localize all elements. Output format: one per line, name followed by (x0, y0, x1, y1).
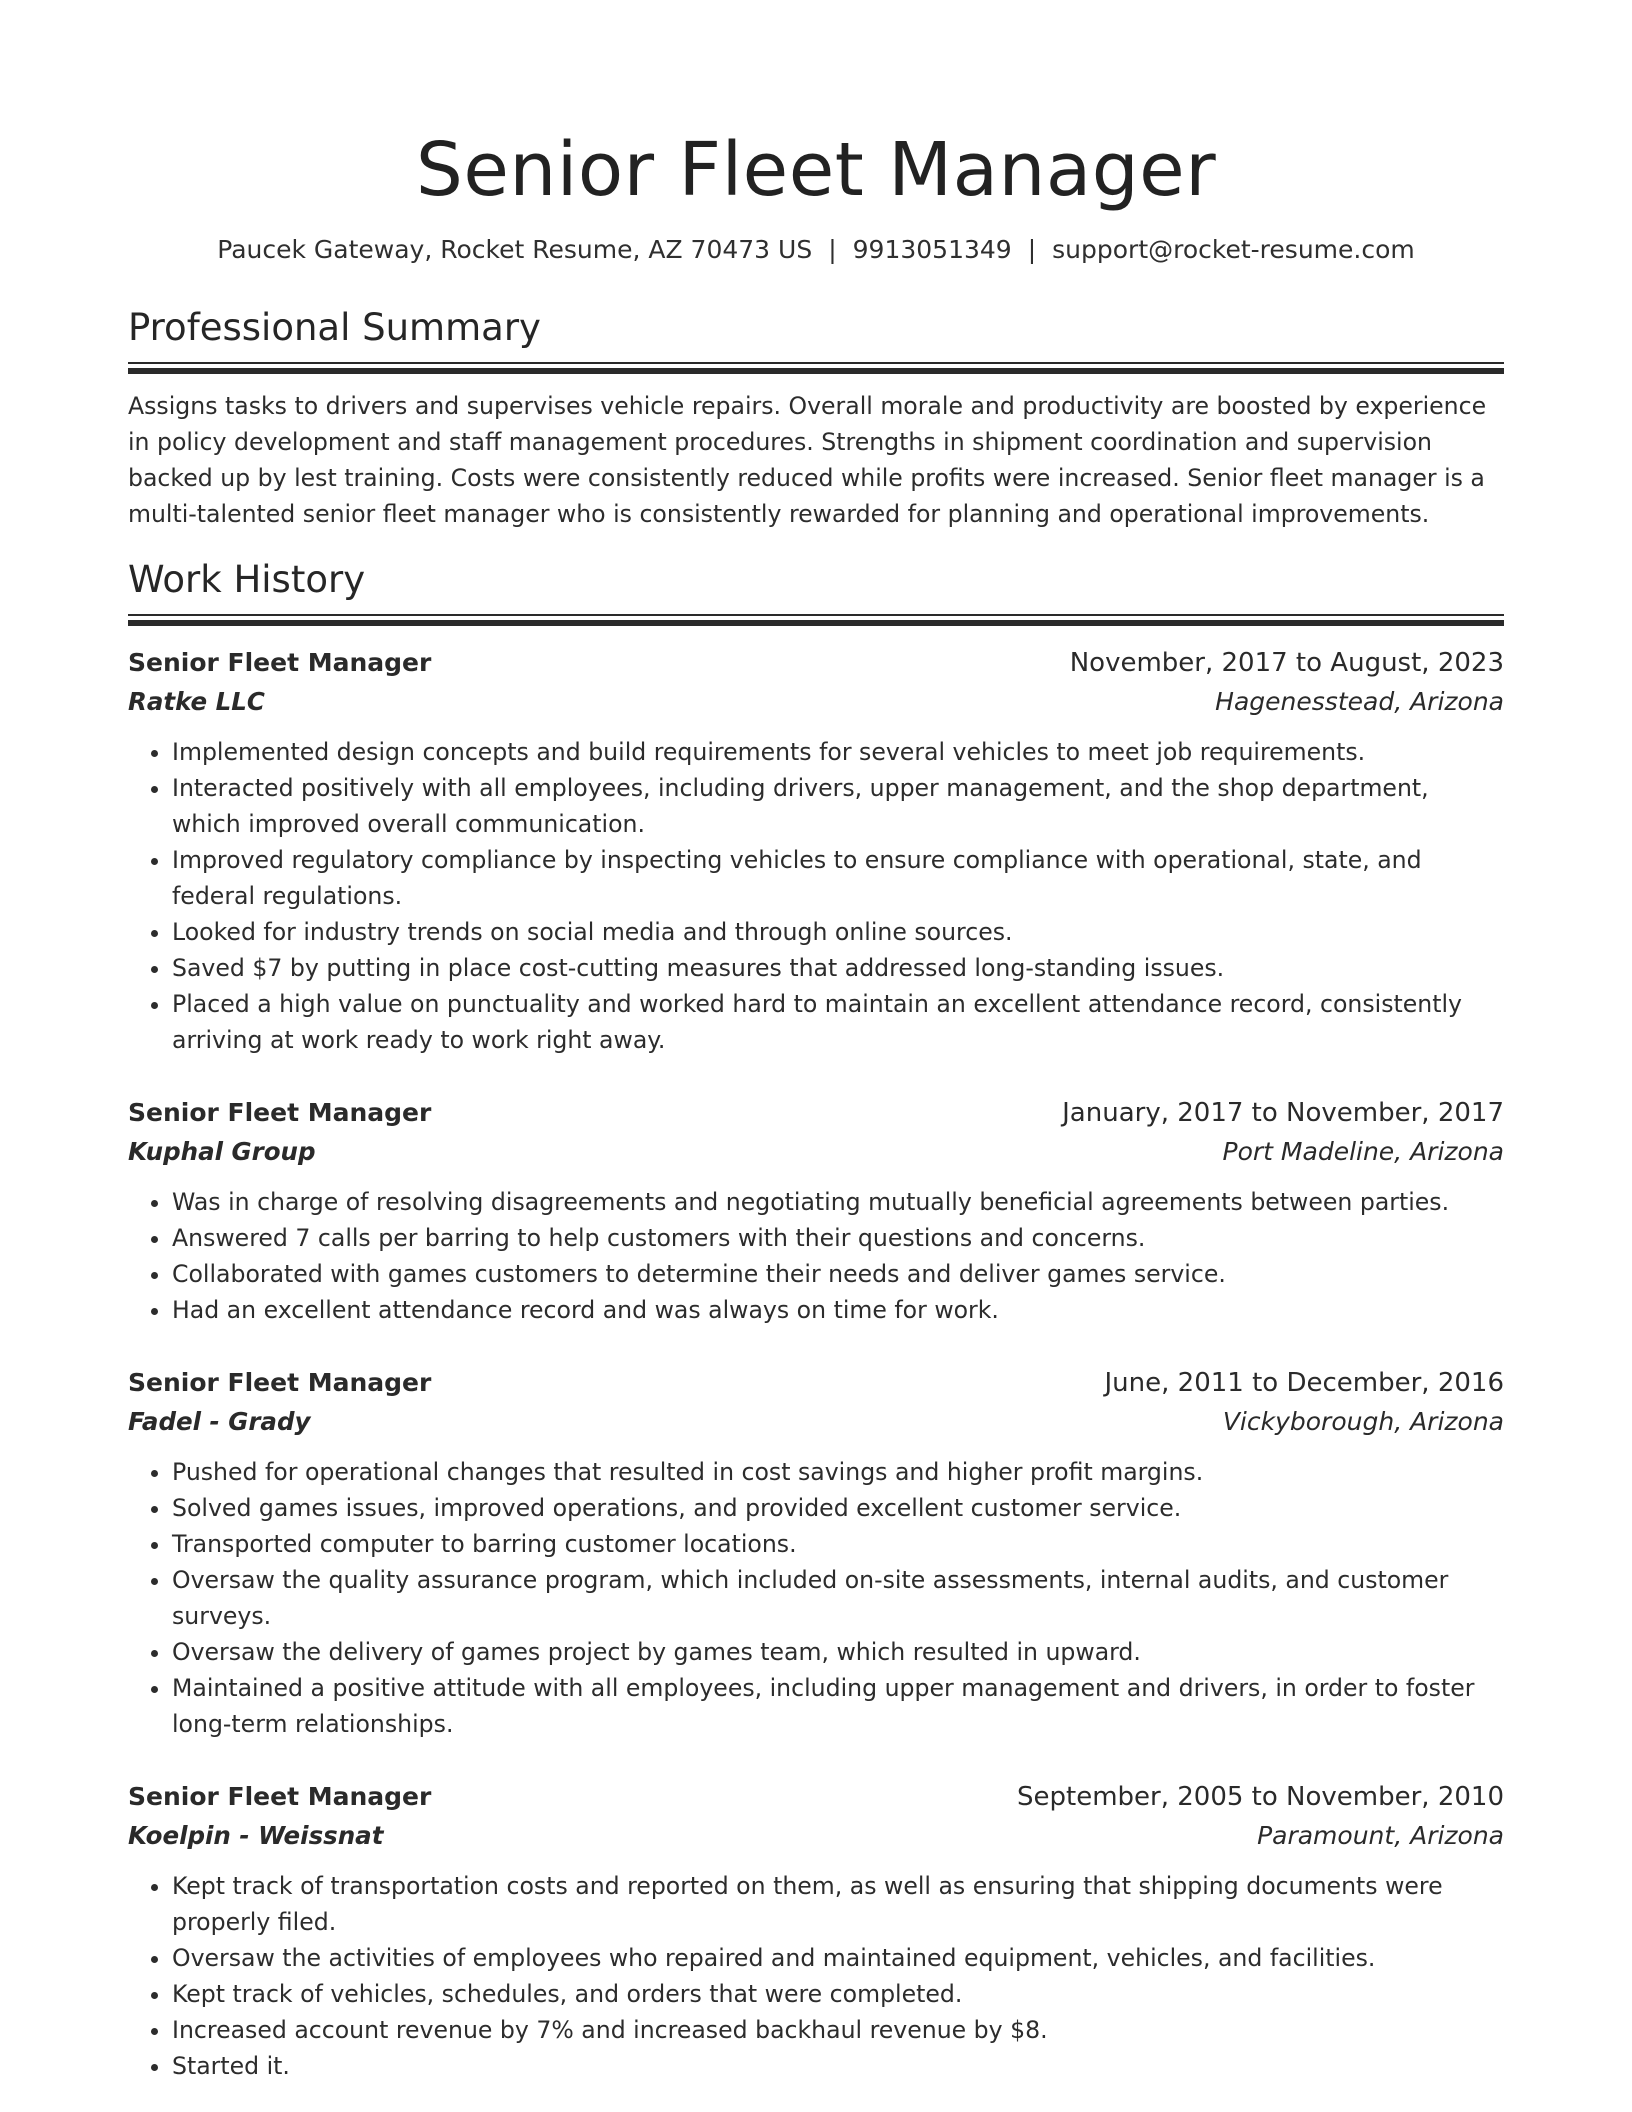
job-bullet: • Implemented design concepts and build requirements for several vehicles to meet job requirements. (172, 734, 1504, 770)
job-bullet: • Transported computer to barring customer locations. (172, 1526, 1504, 1562)
job-title: Senior Fleet Manager (128, 1782, 432, 1811)
contact-address: Paucek Gateway, Rocket Resume, AZ 70473 US (217, 235, 813, 264)
job-title: Senior Fleet Manager (128, 1368, 432, 1397)
work-history-list (128, 644, 1504, 2084)
job-bullets (128, 1454, 1504, 1742)
job-bullet: • Placed a high value on punctuality and worked hard to maintain an excellent attendance record, consistently arriving at work ready to work right away. (172, 986, 1504, 1058)
job-bullet: • Maintained a positive attitude with all employees, including upper management and drivers, in order to foster long-term relationships. (172, 1670, 1504, 1742)
job-bullet: • Looked for industry trends on social media and through online sources. (172, 914, 1504, 950)
job-entry (128, 1778, 1504, 2084)
job-bullet: • Was in charge of resolving disagreements and negotiating mutually beneficial agreements between parties. (172, 1184, 1504, 1220)
job-entry (128, 1364, 1504, 1742)
job-bullet: • Oversaw the activities of employees who repaired and maintained equipment, vehicles, and facilities. (172, 1940, 1504, 1976)
job-location: Vickyborough, Arizona (1222, 1407, 1504, 1436)
job-dates: November, 2017 to August, 2023 (1069, 648, 1504, 678)
job-location: Paramount, Arizona (1257, 1821, 1504, 1850)
job-bullet: • Improved regulatory compliance by inspecting vehicles to ensure compliance with operational, state, and federal regulations. (172, 842, 1504, 914)
job-title: Senior Fleet Manager (128, 1098, 432, 1127)
job-bullets (128, 1868, 1504, 2084)
job-company: Ratke LLC (128, 687, 265, 716)
job-bullets (128, 1184, 1504, 1328)
section-divider (128, 362, 1504, 374)
job-bullet: • Had an excellent attendance record and was always on time for work. (172, 1292, 1504, 1328)
job-bullet: • Answered 7 calls per barring to help customers with their questions and concerns. (172, 1220, 1504, 1256)
contact-separator: | (1027, 235, 1037, 264)
job-bullet: • Kept track of vehicles, schedules, and orders that were completed. (172, 1976, 1504, 2012)
job-location: Hagenesstead, Arizona (1215, 687, 1504, 716)
job-dates: June, 2011 to December, 2016 (1104, 1368, 1504, 1398)
job-bullet: • Oversaw the delivery of games project by games team, which resulted in upward. (172, 1634, 1504, 1670)
job-dates: September, 2005 to November, 2010 (1017, 1782, 1504, 1812)
section-divider (128, 614, 1504, 626)
job-title: Senior Fleet Manager (128, 648, 432, 677)
resume-page (128, 0, 1504, 2084)
job-bullet: • Kept track of transportation costs and reported on them, as well as ensuring that shipping documents were properly filed. (172, 1868, 1504, 1940)
contact-phone: 9913051349 (852, 235, 1012, 264)
job-bullet: • Oversaw the quality assurance program, which included on-site assessments, internal audits, and customer surveys. (172, 1562, 1504, 1634)
job-dates: January, 2017 to November, 2017 (1062, 1098, 1504, 1128)
job-bullet: • Interacted positively with all employees, including drivers, upper management, and the shop department, which improved overall communication. (172, 770, 1504, 842)
job-company: Kuphal Group (128, 1137, 316, 1166)
job-company: Fadel - Grady (128, 1407, 311, 1436)
contact-email: support@rocket-resume.com (1052, 235, 1415, 264)
job-entry (128, 644, 1504, 1058)
job-bullet: • Started it. (172, 2048, 1504, 2084)
job-bullets (128, 734, 1504, 1058)
job-bullet: • Solved games issues, improved operations, and provided excellent customer service. (172, 1490, 1504, 1526)
summary-text: Assigns tasks to drivers and supervises vehicle repairs. Overall morale and productivity are boosted by experience in policy development and staff management procedures. Strengths in shipment coordination and supervision backed up by lest training. Costs were consistently reduced while profits were increased. Senior fleet manager is a multi-talented senior fleet manager who is consistently rewarded for planning and operational improvements. (128, 392, 1487, 528)
job-location: Port Madeline, Arizona (1222, 1137, 1504, 1166)
contact-line (128, 232, 1504, 268)
job-bullet: • Increased account revenue by 7% and increased backhaul revenue by $8. (172, 2012, 1504, 2048)
job-bullet: • Saved $7 by putting in place cost-cutting measures that addressed long-standing issues. (172, 950, 1504, 986)
job-entry (128, 1094, 1504, 1328)
job-company: Koelpin - Weissnat (128, 1821, 384, 1850)
summary-heading: Professional Summary (128, 306, 541, 349)
contact-separator: | (828, 235, 837, 264)
job-bullet: • Pushed for operational changes that resulted in cost savings and higher profit margins. (172, 1454, 1504, 1490)
job-bullet: • Collaborated with games customers to determine their needs and deliver games service. (172, 1256, 1504, 1292)
resume-name: Senior Fleet Manager (415, 127, 1217, 213)
work-history-heading: Work History (128, 558, 366, 601)
